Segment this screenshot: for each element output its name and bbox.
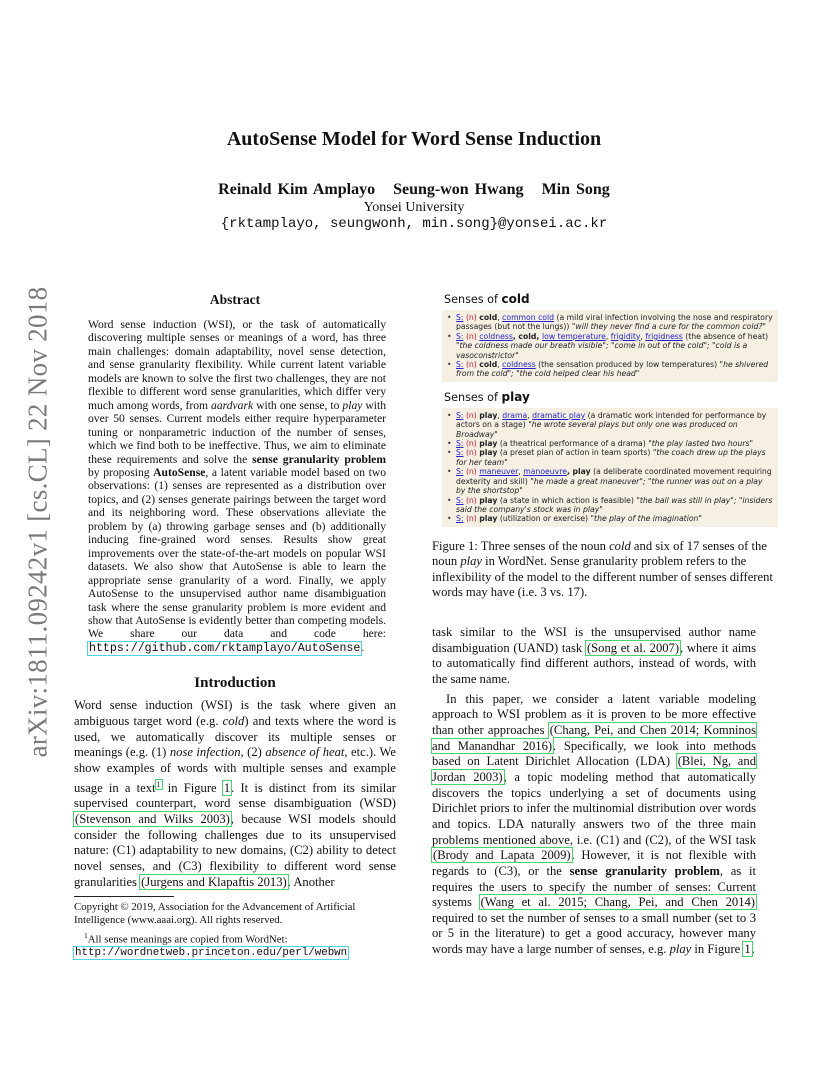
wordnet-url-link[interactable]: http://wordnetweb.princeton.edu/perl/webwn	[75, 946, 348, 959]
footnote-1: $^1$All sense meanings are copied from WordNet: http://wordnetweb.princeton.edu/perl/webwn	[75, 930, 348, 959]
right-column	[432, 625, 756, 958]
paragraph: task similar to the WSI is the unsupervised author name disambiguation (UAND) task (Song et al. 2007), where it aims to automatically find different authors, instead of words, with the same name.	[432, 625, 756, 686]
citation-link[interactable]: (Jurgens and Klapaftis 2013)	[141, 874, 287, 889]
author-3: Min Song	[541, 181, 610, 198]
sense-item: • S: (n) play (a preset plan of action in team sports) "the coach drew up the plays for her team"	[456, 448, 774, 467]
play-senses-list	[446, 411, 774, 524]
sense-item: • S: (n) maneuver, manoeuvre, play (a deliberate coordinated movement requiring dexterity and skill) "he made a great maneuver"; "the runner was out on a play by the shortstop"	[456, 467, 774, 495]
sense-item: • S: (n) cold, common cold (a mild viral infection involving the nose and respiratory passages (but not the lungs)) "will they never find a cure for the common cold?"	[456, 313, 774, 332]
citation-link[interactable]: (Wang et al. 2015; Chang, Pei, and Chen 2014)	[480, 895, 755, 910]
cold-senses-list	[446, 313, 774, 379]
paper-title: AutoSense Model for Word Sense Induction	[226, 128, 602, 150]
figure-1-link[interactable]: 1	[744, 942, 751, 957]
author-list	[0, 181, 828, 199]
citation-link[interactable]: (Brody and Lapata 2009)	[433, 848, 571, 863]
arxiv-stamp	[16, 282, 60, 762]
affiliation: Yonsei University	[363, 200, 465, 215]
footnote-rule	[74, 896, 174, 897]
abstract-body: Word sense induction (WSI), or the task of automatically discovering multiple senses or meanings of a word, has three main challenges: domain adaptability, novel sense detection, and sense granularity flexibility. While current latent variable models are known to solve the first two challenges, they are not flexible to different word sense granularities, which differ very much among words, from aardvark with one sense, to play with over 50 senses. Current models either require hyperparameter tuning or nonparametric induction of the number of senses, which we find both to be ineffective. Thus, we aim to eliminate these requirements and solve the sense granularity problem by proposing AutoSense, a latent variable model based on two observations: (1) senses are represented as a distribution over topics, and (2) senses generate pairings between the target word and its neighboring word. These observations alleviate the problem by (a) throwing garbage senses and (b) additionally inducing fine-grained word senses. Results show great improvements over the state-of-the-art models on popular WSI datasets. We also show that AutoSense is able to learn the appropriate sense granularity of a word. Finally, we apply AutoSense to the unsupervised author name disambiguation task where the sense granularity problem is more evident and show that AutoSense is evidently better than competing models. We share our data and code here: https://github.com/rktamplayo/AutoSense.	[88, 318, 387, 655]
citation-link[interactable]: (Stevenson and Wilks 2003)	[75, 812, 230, 827]
sense-item: • S: (n) cold, coldness (the sensation produced by low temperatures) "he shivered from the cold"; "the cold helped clear his head"	[456, 360, 774, 379]
figure-1-link[interactable]: 1	[223, 780, 231, 795]
author-1: Reinald Kim Amplayo	[218, 181, 376, 198]
copyright-notice: Copyright © 2019, Association for the Advancement of Artificial Intelligence (www.aaai.org). All rights reserved.	[74, 901, 356, 926]
figure-caption: Figure 1: Three senses of the noun cold and six of 17 senses of the noun play in WordNet. Sense granularity problem refers to the inflexibility of the model to the different number of senses different words may have (i.e. 3 vs. 17).	[432, 538, 773, 599]
abstract-heading: Abstract	[209, 292, 261, 307]
introduction-paragraph: Word sense induction (WSI) is the task where given an ambiguous target word (e.g. cold) and texts where the word is used, we automatically discover its multiple senses or meanings (e.g. (1) nose infection, (2) absence of heat, etc.). We show examples of words with multiple senses and example usage in a text$^1$ in Figure 1. It is distinct from its similar supervised counterpart, word sense disambiguation (WSD) (Stevenson and Wilks 2003), because WSI models should consider the following challenges due to its unsupervised nature: (C1) adaptability to new domains, (C2) ability to detect novel senses, and (C3) flexibility to different word sense granularities (Jurgens and Klapaftis 2013). Another	[74, 698, 397, 889]
citation-link[interactable]: (Chang, Pei, and Chen 2014; Komninos and Manandhar 2016)	[432, 722, 756, 753]
citation-link[interactable]: (Song et al. 2007)	[586, 640, 680, 655]
play-senses-heading: Senses of play	[444, 389, 530, 404]
introduction-heading: Introduction	[194, 675, 276, 692]
sense-item: • S: (n) play (utilization or exercise) "the play of the imagination"	[456, 514, 774, 523]
footnotes	[74, 896, 396, 960]
cold-senses-heading: Senses of cold	[444, 292, 530, 306]
sense-item: • S: (n) coldness, cold, low temperature, frigidity, frigidness (the absence of heat) "the coldness made our breath visible"; "come in out of the cold"; "cold is a vasoconstrictor"	[456, 332, 774, 360]
citation-link[interactable]: (Blei, Ng, and Jordan 2003)	[432, 754, 756, 784]
sense-item: • S: (n) play, drama, dramatic play (a dramatic work intended for performance by actors on a stage) "he wrote several plays but only one was produced on Broadway"	[456, 411, 774, 439]
figure-1	[432, 292, 778, 600]
paragraph: In this paper, we consider a latent variable modeling approach to WSI problem as it is proven to be more effective than other approaches (Chang, Pei, and Chen 2014; Komninos and Manandhar 2016). Specifically, we look into methods based on Latent Dirichlet Allocation (LDA) (Blei, Ng, and Jordan 2003), a topic modeling method that automatically discovers the topics underlying a set of documents using Dirichlet priors to infer the multinomial distribution over words and topics. LDA naturally answers two of the three main problems mentioned above, i.e. (C1) and (C2), of the WSI task (Brody and Lapata 2009). However, it is not flexible with regards to (C3), or the sense granularity problem, as it requires the users to specify the number of senses: Current systems (Wang et al. 2015; Chang, Pei, and Chen 2014) required to set the number of senses to a small number (set to 3 or 5 in the literature) to get a good accuracy, however many words may have a large number of senses, e.g. play in Figure 1.	[432, 691, 757, 957]
sense-item: • S: (n) play (a state in which action is feasible) "the ball was still in play"; "insiders said the company's stock was in play"	[456, 496, 774, 515]
cold-senses-box	[442, 310, 778, 382]
footnote-1-link[interactable]: 1	[156, 779, 161, 789]
arxiv-stamp-text: arXiv:1811.09242v1 [cs.CL] 22 Nov 2018	[22, 286, 53, 758]
left-column	[74, 292, 396, 890]
author-2: Seung-won Hwang	[393, 181, 524, 198]
play-senses-box	[442, 408, 778, 527]
sense-item: • S: (n) play (a theatrical performance of a drama) "the play lasted two hours"	[456, 439, 774, 448]
author-emails: {rktamplayo, seungwonh, min.song}@yonsei.ac.kr	[220, 216, 608, 232]
code-url-link[interactable]: https://github.com/rktamplayo/AutoSense	[89, 641, 361, 655]
